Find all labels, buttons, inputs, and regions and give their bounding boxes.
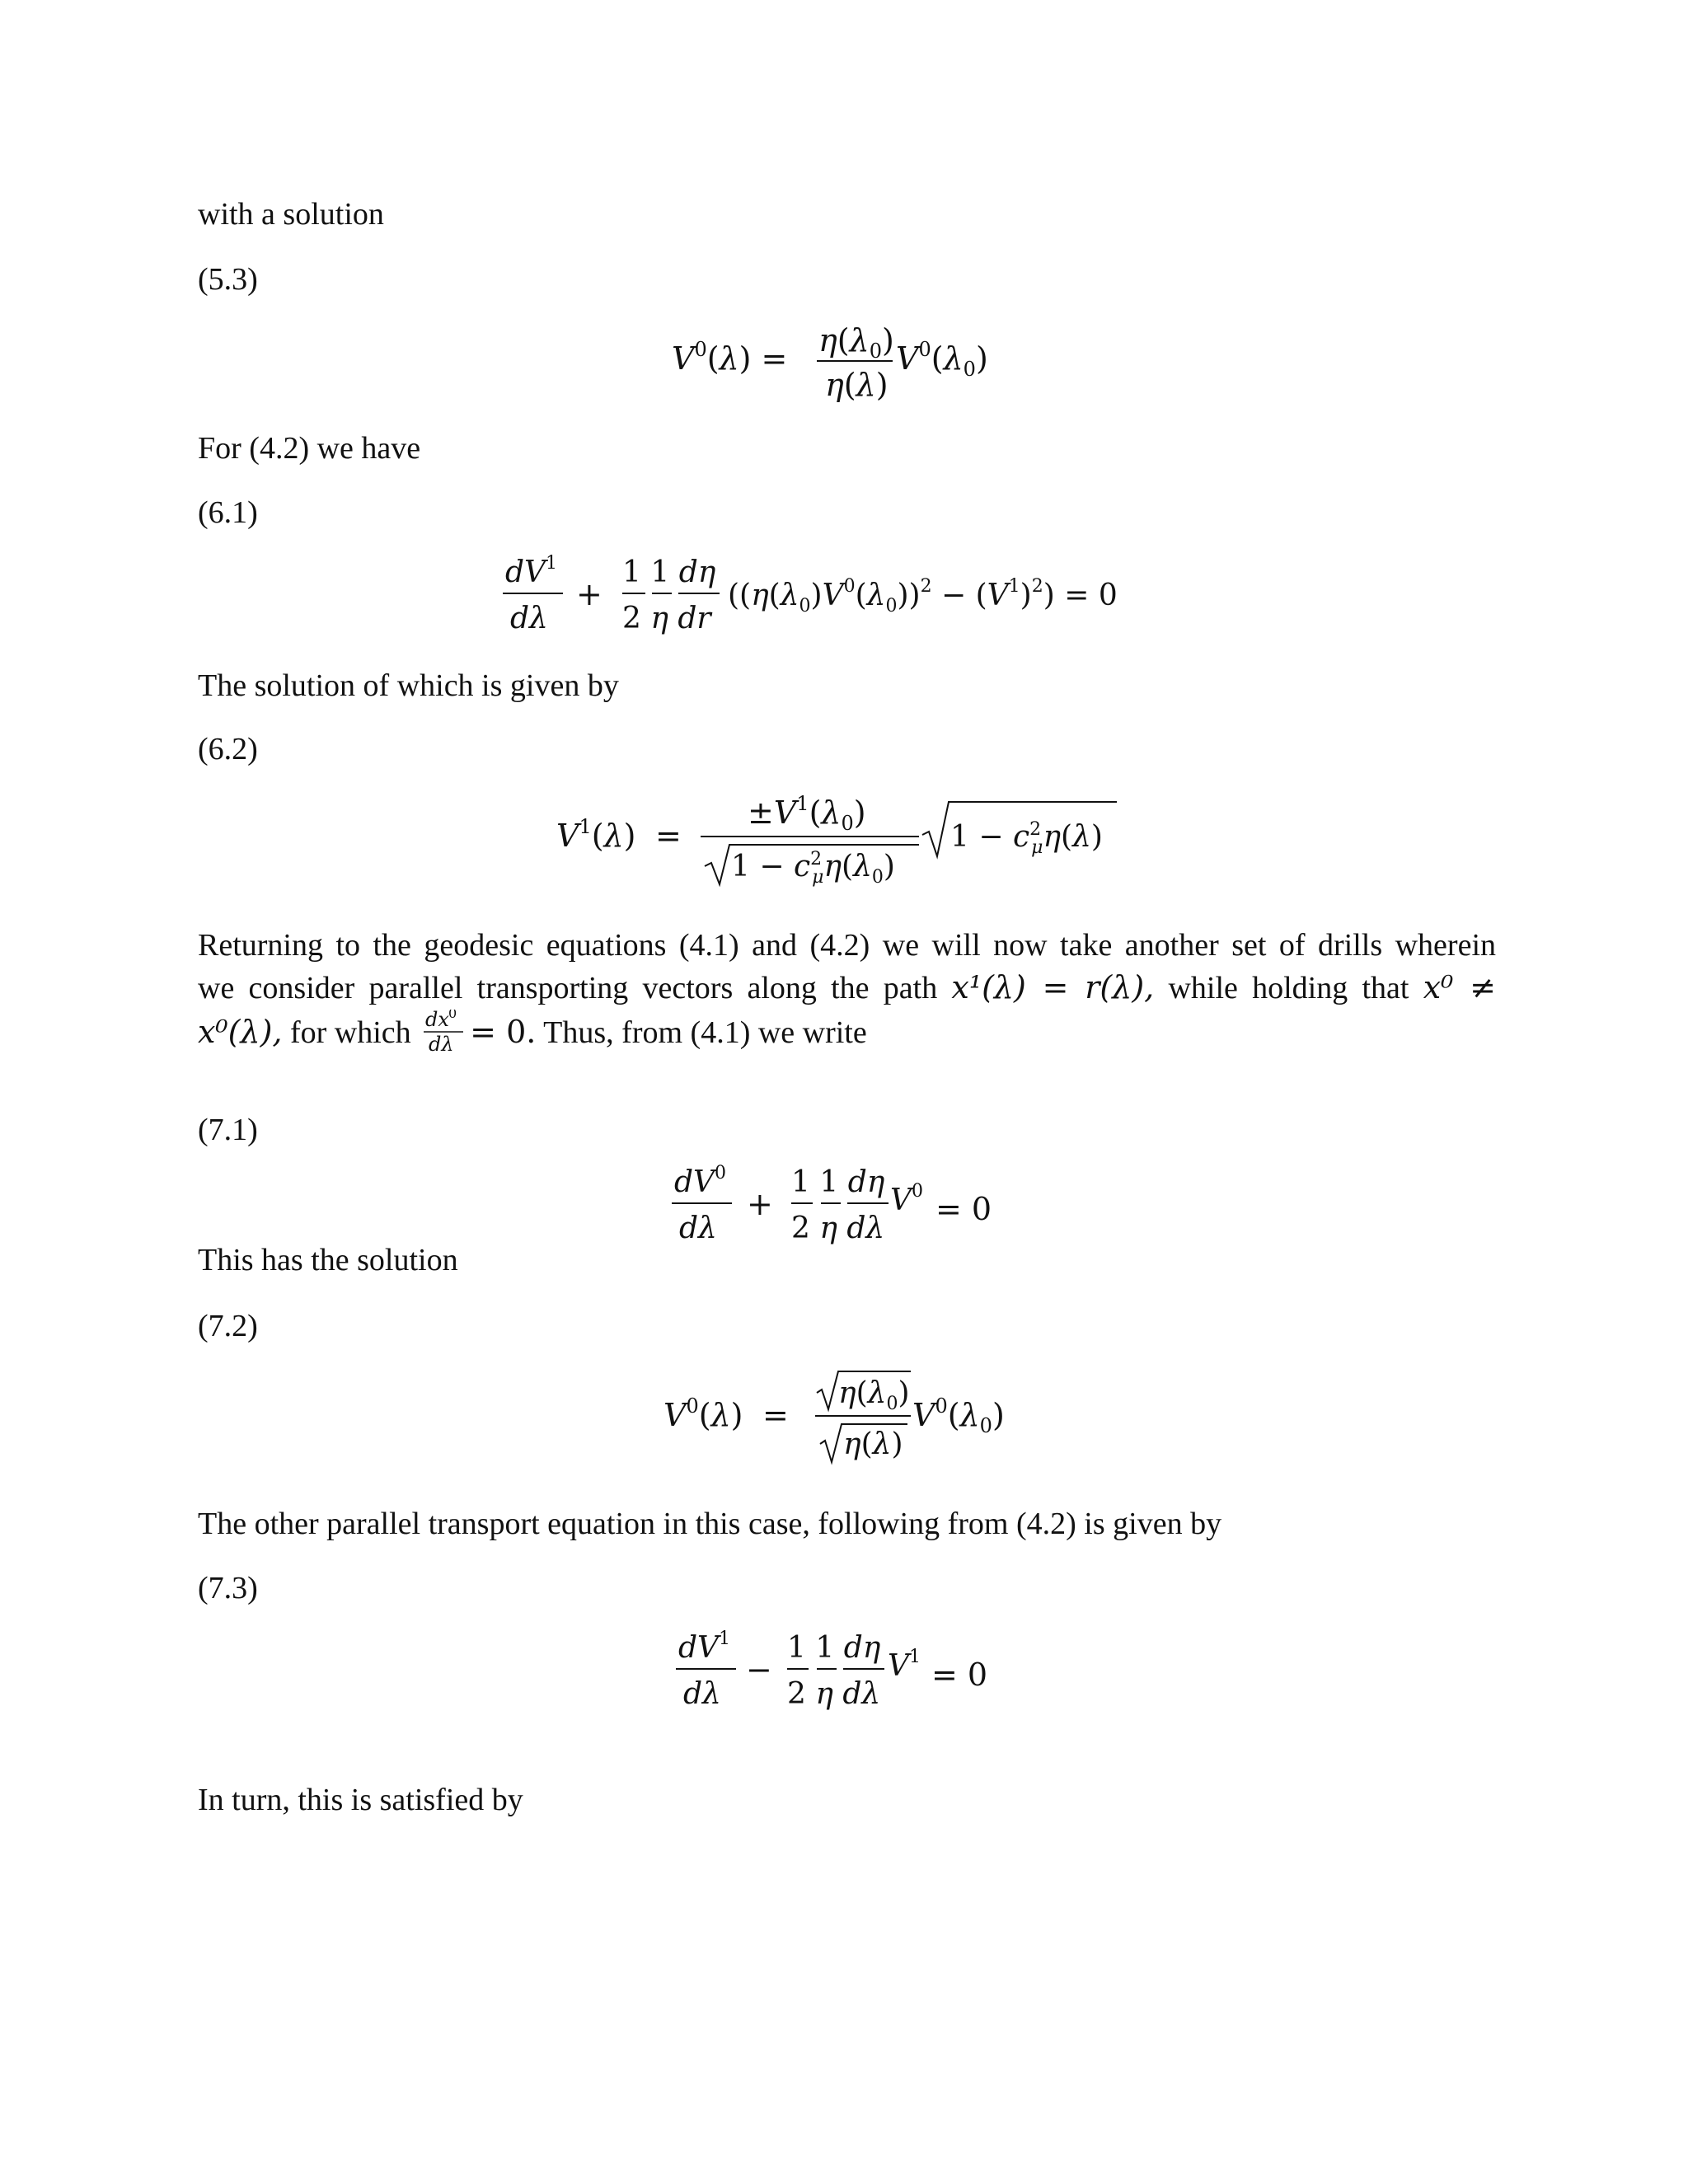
text-segment: Thus, from (4.1) we write <box>536 1015 867 1050</box>
label-6-1: (6.1) <box>198 495 258 530</box>
svg-text:((η(λ0)V0(λ0))2 − (V1)2) =: $((\eta(\lambda_0)V^0(\lambda_0))^2 - (V^1)^2) = 0$ <box>728 576 1118 616</box>
svg-text:η(λ): η(λ) <box>843 1427 903 1461</box>
svg-text:+: + <box>747 1186 773 1222</box>
svg-text:2 η dλ: 2 η dλ <box>787 1677 881 1711</box>
svg-text:= 0: = 0 <box>935 1191 992 1227</box>
svg-text:1 − c2μη(λ0): $1 - c^2$ $\mu\eta(\lambda_0)$ <box>731 849 895 888</box>
paragraph-line-3 <box>198 1010 1496 1059</box>
label-6-2: (6.2) <box>198 732 258 766</box>
equation-6-1 <box>499 551 1191 649</box>
text-solution-of-which: The solution of which is given by <box>198 668 619 703</box>
svg-text:+: + <box>576 576 603 612</box>
text-segment: we consider parallel transporting vectors along the path <box>198 971 952 1005</box>
svg-text:V1(λ): $V^1(\lambda)$ <box>556 815 636 854</box>
svg-text:dx: dx <box>425 1010 450 1031</box>
svg-text:V0(λ0): $V^0(\lambda_0)$ <box>896 338 988 381</box>
math-equals-zero: = 0. <box>470 1014 537 1050</box>
text-segment: for which <box>282 1015 420 1050</box>
label-5-3: (5.3) <box>198 262 258 297</box>
svg-text:η(λ0): $\eta(\lambda_0)$ <box>838 1376 910 1414</box>
svg-text:dV1: $dV^1$ <box>505 553 558 589</box>
svg-text:dλ: dλ <box>429 1033 454 1056</box>
svg-text:η(λ0): $\eta(\lambda_0)$ <box>818 322 894 363</box>
svg-text:η(λ): η(λ) <box>825 367 889 403</box>
svg-text:1 1 dη: 1 1 dη <box>791 1165 885 1199</box>
svg-text:= 0: = 0 <box>931 1657 988 1693</box>
svg-text:V0(λ): $V^0(\lambda)$ <box>663 1394 743 1433</box>
svg-text:V0: $V^0$ <box>890 1181 923 1217</box>
math-x0-neq: x⁰ ≠ <box>1423 969 1496 1005</box>
svg-text:=: = <box>655 818 682 854</box>
equation-7-2 <box>663 1368 1026 1475</box>
text-for-4-2: For (4.2) we have <box>198 431 421 466</box>
paragraph-line-2 <box>198 967 1496 1010</box>
svg-text:±V1(λ0): $\pm V^1(\lambda_0)$ <box>748 792 866 835</box>
label-7-2: (7.2) <box>198 1309 258 1343</box>
text-this-has-solution: This has the solution <box>198 1243 458 1277</box>
label-7-1: (7.1) <box>198 1113 258 1147</box>
equation-5-3 <box>672 320 1018 410</box>
svg-text:V0(λ0): $V^0(\lambda_0)$ <box>912 1394 1005 1437</box>
svg-text:2 η dr: 2 η dr <box>622 602 711 635</box>
svg-text:dλ: dλ <box>679 1212 717 1245</box>
math-x0-lambda: x⁰(λ), <box>198 1014 283 1050</box>
text-with-a-solution: with a solution <box>198 197 384 232</box>
math-path: x¹(λ) = r(λ), <box>951 969 1155 1005</box>
svg-text:1 1 dη: 1 1 dη <box>787 1631 881 1665</box>
fraction-dx0-dlambda <box>419 1010 470 1056</box>
svg-text:1 1 dη: 1 1 dη <box>622 555 716 589</box>
svg-text:V1: $V^1$ <box>888 1647 921 1683</box>
svg-text:dλ: dλ <box>510 602 548 635</box>
equation-7-1 <box>668 1154 1014 1253</box>
svg-text:dV1: $dV^1$ <box>678 1629 731 1665</box>
svg-text:0: 0 <box>448 1010 457 1021</box>
svg-text:V0(λ) =: $V^0(\lambda)$ = <box>672 338 788 377</box>
equation-6-2 <box>556 787 1133 894</box>
paragraph-line-1: Returning to the geodesic equations (4.1) and (4.2) we will now take another set of drills wherein <box>198 928 1496 963</box>
svg-text:dV0: $dV^0$ <box>674 1163 727 1199</box>
svg-text:−: − <box>746 1652 772 1688</box>
paragraph-returning <box>198 925 1496 1059</box>
svg-text:1 − c2μη(λ): $1 - c^2$ μη(λ) <box>950 819 1103 858</box>
svg-text:dλ: dλ <box>683 1677 721 1711</box>
text-other-parallel-transport: The other parallel transport equation in this case, following from (4.2) is given by <box>198 1507 1222 1541</box>
svg-text:=: = <box>762 1397 789 1433</box>
label-7-3: (7.3) <box>198 1571 258 1605</box>
equation-7-3 <box>672 1619 1018 1718</box>
text-in-turn: In turn, this is satisfied by <box>198 1783 523 1817</box>
svg-text:2 η dλ: 2 η dλ <box>791 1212 885 1245</box>
text-segment: while holding that <box>1154 971 1423 1005</box>
